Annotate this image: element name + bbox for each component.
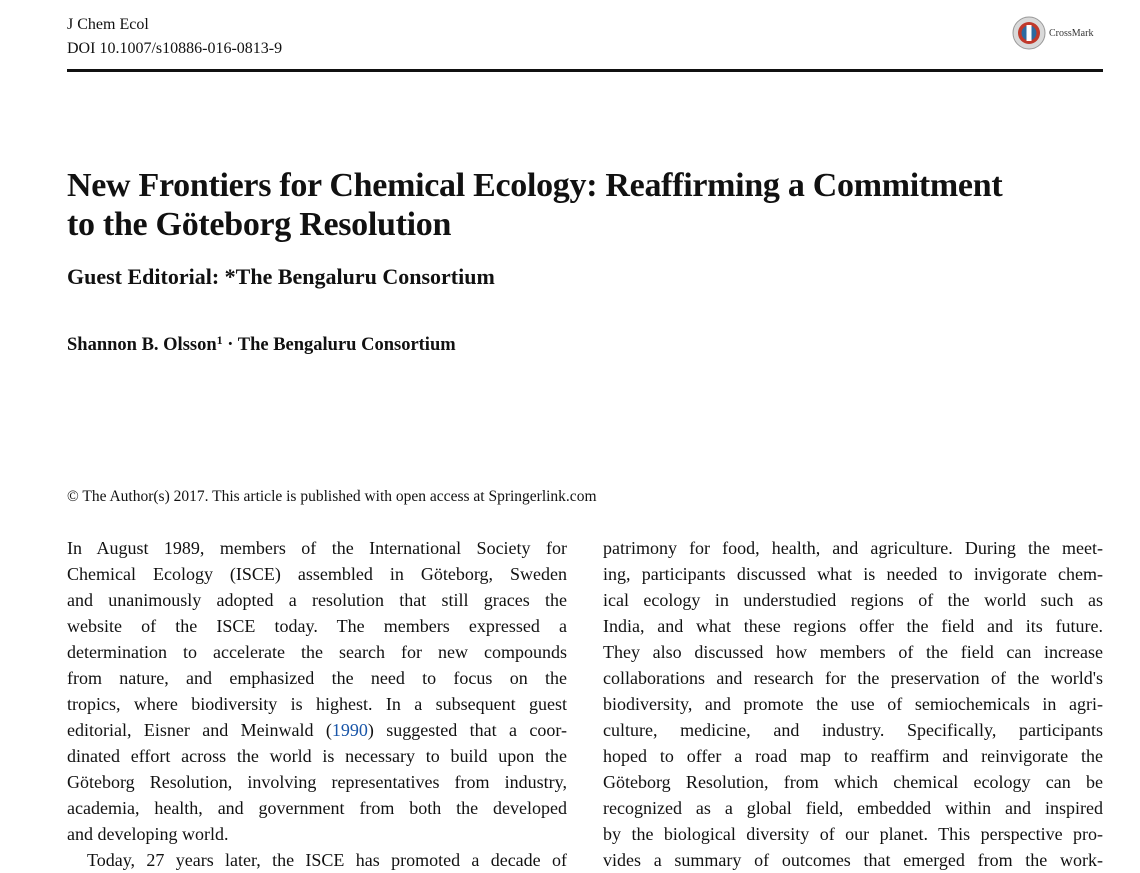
text-line: India, and what these regions offer the field and its future.: [603, 616, 1103, 636]
text-line: biodiversity, and promote the use of semiochemicals in agri-: [603, 694, 1103, 714]
article-title: [67, 166, 1107, 244]
author-list: [67, 327, 456, 358]
text-line: Göteborg Resolution, involving representatives from industry,: [67, 772, 567, 792]
paragraph: [67, 535, 567, 847]
text-line: dinated effort across the world is necessary to build upon the: [67, 746, 567, 766]
text-fragment: ) suggested that a coor-: [367, 720, 567, 740]
title-line-2: to the Göteborg Resolution: [67, 206, 452, 243]
consortium-name: The Bengaluru Consortium: [237, 335, 456, 355]
text-line: In August 1989, members of the International Society for: [67, 538, 567, 558]
doi[interactable]: DOI 10.1007/s10886-016-0813-9: [67, 40, 283, 57]
text-line: and developing world.: [67, 824, 229, 844]
text-line: and unanimously adopted a resolution that still graces the: [67, 590, 567, 610]
text-line: ing, participants discussed what is needed to invigorate chem-: [603, 564, 1103, 584]
crossmark-label: CrossMark: [1049, 27, 1094, 39]
text-line: determination to accelerate the search for new compounds: [67, 642, 567, 662]
header-rule: [67, 69, 1103, 72]
paragraph: [603, 535, 1103, 870]
author-separator: ·: [222, 335, 238, 355]
text-line: vides a summary of outcomes that emerged from the work-: [603, 850, 1103, 870]
text-line: collaborations and research for the preservation of the world's: [603, 668, 1103, 688]
running-header: [67, 13, 282, 61]
text-line: website of the ISCE today. The members expressed a: [67, 616, 567, 636]
paragraph: [67, 847, 567, 870]
text-line: academia, health, and government from both the developed: [67, 798, 567, 818]
text-line: by the biological diversity of our planet. This perspective pro-: [603, 824, 1103, 844]
text-line: Chemical Ecology (ISCE) assembled in Göteborg, Sweden: [67, 564, 567, 584]
text-line: recognized as a global field, embedded within and inspired: [603, 798, 1103, 818]
body-column-left: [67, 535, 567, 870]
copyright-notice: © The Author(s) 2017. This article is published with open access at Springerlink.com: [67, 488, 597, 505]
crossmark-icon: [1012, 16, 1046, 50]
title-line-1: New Frontiers for Chemical Ecology: Reaffirming a Commitment: [67, 167, 1003, 204]
journal-name: J Chem Ecol: [67, 16, 149, 33]
affiliation-marker[interactable]: 1: [216, 333, 223, 347]
body-column-right: [603, 535, 1103, 870]
crossmark-badge[interactable]: [1012, 16, 1093, 50]
text-line: They also discussed how members of the field can increase: [603, 642, 1103, 662]
text-line: patrimony for food, health, and agriculture. During the meet-: [603, 538, 1103, 558]
text-line: tropics, where biodiversity is highest. In a subsequent guest: [67, 694, 567, 714]
citation-link[interactable]: 1990: [331, 720, 368, 740]
article-subtitle: Guest Editorial: *The Bengaluru Consortium: [67, 264, 495, 289]
text-line: culture, medicine, and industry. Specifically, participants: [603, 720, 1103, 740]
text-line: [67, 717, 567, 743]
text-line: from nature, and emphasized the need to focus on the: [67, 668, 567, 688]
text-line: ical ecology in understudied regions of the world such as: [603, 590, 1103, 610]
text-fragment: editorial, Eisner and Meinwald (: [67, 720, 332, 740]
text-line: Today, 27 years later, the ISCE has promoted a decade of: [87, 850, 567, 870]
text-line: Göteborg Resolution, from which chemical ecology can be: [603, 772, 1103, 792]
text-line: hoped to offer a road map to reaffirm and reinvigorate the: [603, 746, 1103, 766]
author-name[interactable]: Shannon B. Olsson: [67, 335, 217, 355]
